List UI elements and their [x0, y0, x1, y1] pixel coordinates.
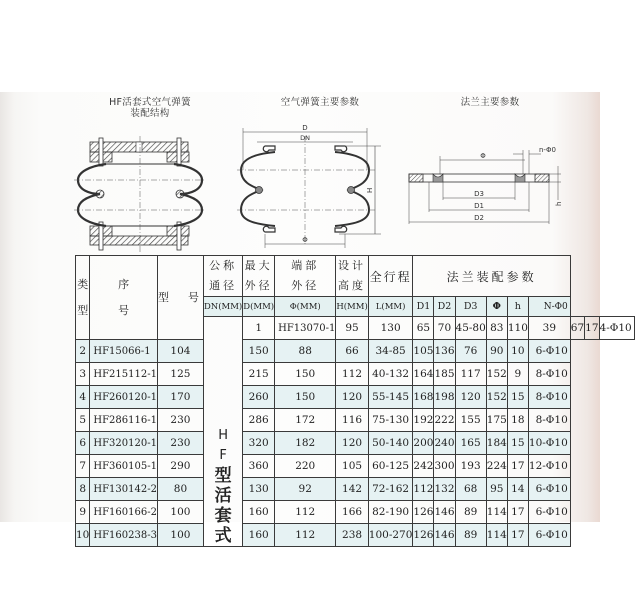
cell-D3: 120 [455, 386, 486, 409]
cell-l: 100-270 [368, 524, 413, 547]
cell-D2: 198 [434, 386, 455, 409]
cell-n-phi0: 8-Φ10 [528, 363, 570, 386]
cell-n-phi0: 6-Φ10 [528, 478, 570, 501]
cell-h: 105 [336, 455, 368, 478]
cell-d: 130 [368, 317, 413, 340]
cell-model: HF360105-1 [90, 455, 158, 478]
type-label-cn4: 式 [214, 526, 232, 546]
cell-D2: 146 [434, 501, 455, 524]
header-type-char1: 类 [77, 277, 89, 291]
cell-phi: 220 [275, 455, 336, 478]
header-h-line2: 高度 [338, 279, 367, 292]
cell-n-phi0: 6-Φ10 [528, 501, 570, 524]
cell-h: 112 [336, 363, 368, 386]
table-row [76, 524, 635, 547]
header-h-line1: 设计 [338, 259, 367, 272]
cell-dn: 230 [157, 409, 203, 432]
cell-model: HF260120-1 [90, 386, 158, 409]
cell-d: 360 [243, 455, 275, 478]
header-row-1 [76, 256, 635, 297]
flange-params-caption: 法兰主要参数 [460, 97, 520, 108]
cell-n-phi0: 4-Φ10 [599, 317, 634, 340]
cell-fphi: 175 [486, 409, 507, 432]
table-row [76, 478, 635, 501]
unit-D1: D1 [413, 297, 434, 317]
cell-fh: 9 [507, 363, 528, 386]
cell-dn: 80 [157, 478, 203, 501]
cell-d: 130 [243, 478, 275, 501]
cell-D1: 105 [413, 340, 434, 363]
cell-phi: 112 [275, 524, 336, 547]
cell-D1: 126 [413, 524, 434, 547]
cell-seq: 8 [76, 478, 90, 501]
cell-fh: 15 [507, 432, 528, 455]
cell-D3: 165 [455, 432, 486, 455]
cell-l: 40-132 [368, 363, 413, 386]
cell-d: 215 [243, 363, 275, 386]
table-row [76, 455, 635, 478]
cell-fphi: 90 [486, 340, 507, 363]
header-h [336, 256, 368, 297]
cell-h: 238 [336, 524, 368, 547]
cell-model: HF160238-3 [90, 524, 158, 547]
cell-model: HF130142-2 [90, 478, 158, 501]
header-phi [275, 256, 336, 297]
header-l: 全行程 [368, 256, 413, 297]
cell-D3: 155 [455, 409, 486, 432]
cell-phi: 88 [275, 340, 336, 363]
cell-D2: 110 [507, 317, 528, 340]
label-D: D [302, 124, 308, 132]
cell-n-phi0: 6-Φ10 [528, 524, 570, 547]
type-label-cell [203, 317, 242, 547]
cell-fh: 14 [507, 478, 528, 501]
cell-fphi: 114 [486, 501, 507, 524]
table-row [76, 386, 635, 409]
cell-fh: 15 [507, 386, 528, 409]
header-flange: 法兰装配参数 [413, 256, 570, 297]
cell-dn: 230 [157, 432, 203, 455]
header-type [76, 256, 90, 340]
cell-d: 320 [243, 432, 275, 455]
cell-n-phi0: 10-Φ10 [528, 432, 570, 455]
table-row [76, 432, 635, 455]
cell-fh: 18 [507, 409, 528, 432]
cell-l: 72-162 [368, 478, 413, 501]
cell-h: 66 [336, 340, 368, 363]
cell-seq: 5 [76, 409, 90, 432]
cell-dn: 170 [157, 386, 203, 409]
flange-params-drawing [405, 140, 565, 240]
unit-n-phi0: N-Φ0 [528, 297, 570, 317]
cell-D1: 126 [413, 501, 434, 524]
cell-D3: 193 [455, 455, 486, 478]
cell-D1: 168 [413, 386, 434, 409]
cell-l: 75-130 [368, 409, 413, 432]
type-label-F: F [219, 448, 227, 463]
table-row [76, 501, 635, 524]
header-type-char2: 型 [77, 303, 89, 317]
cell-n-phi0: 8-Φ10 [528, 409, 570, 432]
unit-fphi: Φ [486, 297, 507, 317]
unit-dn: DN(MM) [203, 297, 242, 317]
header-d-line1: 最大 [244, 259, 273, 272]
table-row [76, 363, 635, 386]
cell-model: HF320120-1 [90, 432, 158, 455]
cell-seq: 9 [76, 501, 90, 524]
cell-n-phi0: 8-Φ10 [528, 386, 570, 409]
unit-phi: Φ(MM) [275, 297, 336, 317]
cell-d: 160 [243, 501, 275, 524]
cell-D1: 192 [413, 409, 434, 432]
cell-D1: 164 [413, 363, 434, 386]
cell-fphi: 152 [486, 363, 507, 386]
cell-seq: 1 [243, 317, 275, 340]
cell-d: 150 [243, 340, 275, 363]
cell-fphi: 114 [486, 524, 507, 547]
header-model: 型 号 [157, 256, 203, 340]
cell-fh: 17 [507, 524, 528, 547]
type-label-H: H [218, 428, 228, 443]
cell-fh: 17 [507, 455, 528, 478]
header-seq-char2: 号 [118, 303, 130, 317]
cell-l: 34-85 [368, 340, 413, 363]
cell-D2: 136 [434, 340, 455, 363]
table-row [76, 409, 635, 432]
header-dn-line1: 公称 [209, 259, 238, 272]
cell-seq: 3 [76, 363, 90, 386]
unit-D2: D2 [434, 297, 455, 317]
header-dn [203, 256, 242, 297]
cell-D2: 185 [434, 363, 455, 386]
cell-dn: 290 [157, 455, 203, 478]
unit-d: D(MM) [243, 297, 275, 317]
cell-phi: 182 [275, 432, 336, 455]
cell-D1: 112 [413, 478, 434, 501]
flange-label-D3: D3 [474, 190, 484, 198]
table-row [76, 340, 635, 363]
cell-seq: 6 [76, 432, 90, 455]
type-label-cn3: 套 [214, 506, 232, 526]
cell-model: HF160166-2 [90, 501, 158, 524]
unit-D3: D3 [455, 297, 486, 317]
cell-seq: 7 [76, 455, 90, 478]
unit-l: L(MM) [368, 297, 413, 317]
cell-D2: 146 [434, 524, 455, 547]
air-spring-spec-table [75, 255, 635, 547]
cell-D3: 76 [455, 340, 486, 363]
cell-h: 70 [434, 317, 455, 340]
cell-l: 50-140 [368, 432, 413, 455]
cell-dn: 100 [157, 501, 203, 524]
cell-fphi: 224 [486, 455, 507, 478]
type-label-cn2: 活 [214, 486, 232, 506]
cell-fh: 17 [585, 317, 599, 340]
flange-label-phi: Φ [480, 152, 486, 160]
cell-fh: 17 [507, 501, 528, 524]
cell-phi: 172 [275, 409, 336, 432]
cell-D3: 89 [455, 524, 486, 547]
cell-D1: 200 [413, 432, 434, 455]
header-dn-line2: 通径 [209, 279, 238, 292]
cell-fphi: 152 [486, 386, 507, 409]
cell-D2: 240 [434, 432, 455, 455]
flange-label-D2: D2 [474, 214, 484, 222]
cell-D3: 68 [455, 478, 486, 501]
cell-D2: 300 [434, 455, 455, 478]
cell-dn: 100 [157, 524, 203, 547]
label-phi: Φ [302, 236, 308, 244]
cell-phi: 92 [275, 478, 336, 501]
header-phi-line1: 端部 [291, 259, 320, 272]
spring-params-drawing [235, 120, 385, 250]
cell-phi: 112 [275, 501, 336, 524]
cell-l: 82-190 [368, 501, 413, 524]
cell-d: 286 [243, 409, 275, 432]
flange-label-h: h [555, 201, 563, 206]
unit-h: H(MM) [336, 297, 368, 317]
cell-D1: 242 [413, 455, 434, 478]
spring-params-caption: 空气弹簧主要参数 [280, 97, 360, 108]
cell-h: 166 [336, 501, 368, 524]
flange-label-n-phi0: n-Φ0 [539, 146, 556, 154]
flange-label-D1: D1 [474, 202, 484, 210]
cell-d: 160 [243, 524, 275, 547]
cell-model: HF286116-1 [90, 409, 158, 432]
cell-h: 142 [336, 478, 368, 501]
assembly-structure-drawing [70, 120, 230, 255]
cell-n-phi0: 6-Φ10 [528, 340, 570, 363]
cell-h: 120 [336, 386, 368, 409]
cell-l: 60-125 [368, 455, 413, 478]
cell-model: HF13070-1 [275, 317, 336, 340]
cell-n-phi0: 12-Φ10 [528, 455, 570, 478]
cell-fphi: 67 [570, 317, 584, 340]
cell-h: 120 [336, 432, 368, 455]
cell-seq: 2 [76, 340, 90, 363]
cell-phi: 150 [275, 363, 336, 386]
cell-d: 260 [243, 386, 275, 409]
cell-phi: 150 [275, 386, 336, 409]
label-DN: DN [300, 134, 310, 142]
cell-D3: 39 [528, 317, 570, 340]
cell-D2: 132 [434, 478, 455, 501]
cell-h: 116 [336, 409, 368, 432]
cell-phi: 65 [413, 317, 434, 340]
cell-D1: 83 [486, 317, 507, 340]
cell-seq: 10 [76, 524, 90, 547]
header-d-line2: 外径 [244, 279, 273, 292]
header-d [243, 256, 275, 297]
cell-fphi: 95 [486, 478, 507, 501]
unit-fh: h [507, 297, 528, 317]
cell-l: 45-80 [455, 317, 486, 340]
header-phi-line2: 外径 [291, 279, 320, 292]
assembly-caption-line1: HF活套式空气弹簧 [109, 97, 191, 108]
label-H: H [366, 187, 374, 193]
cell-l: 55-145 [368, 386, 413, 409]
cell-dn: 125 [157, 363, 203, 386]
cell-D3: 117 [455, 363, 486, 386]
cell-dn: 95 [336, 317, 368, 340]
cell-D2: 222 [434, 409, 455, 432]
assembly-caption [70, 97, 230, 119]
cell-fh: 10 [507, 340, 528, 363]
cell-fphi: 184 [486, 432, 507, 455]
cell-model: HF215112-1 [90, 363, 158, 386]
cell-seq: 4 [76, 386, 90, 409]
header-seq-char1: 序 [118, 277, 130, 291]
type-label-cn1: 型 [214, 466, 232, 486]
cell-dn: 104 [157, 340, 203, 363]
assembly-caption-line2: 装配结构 [130, 108, 170, 119]
cell-model: HF15066-1 [90, 340, 158, 363]
cell-D3: 89 [455, 501, 486, 524]
header-seq [90, 256, 158, 340]
